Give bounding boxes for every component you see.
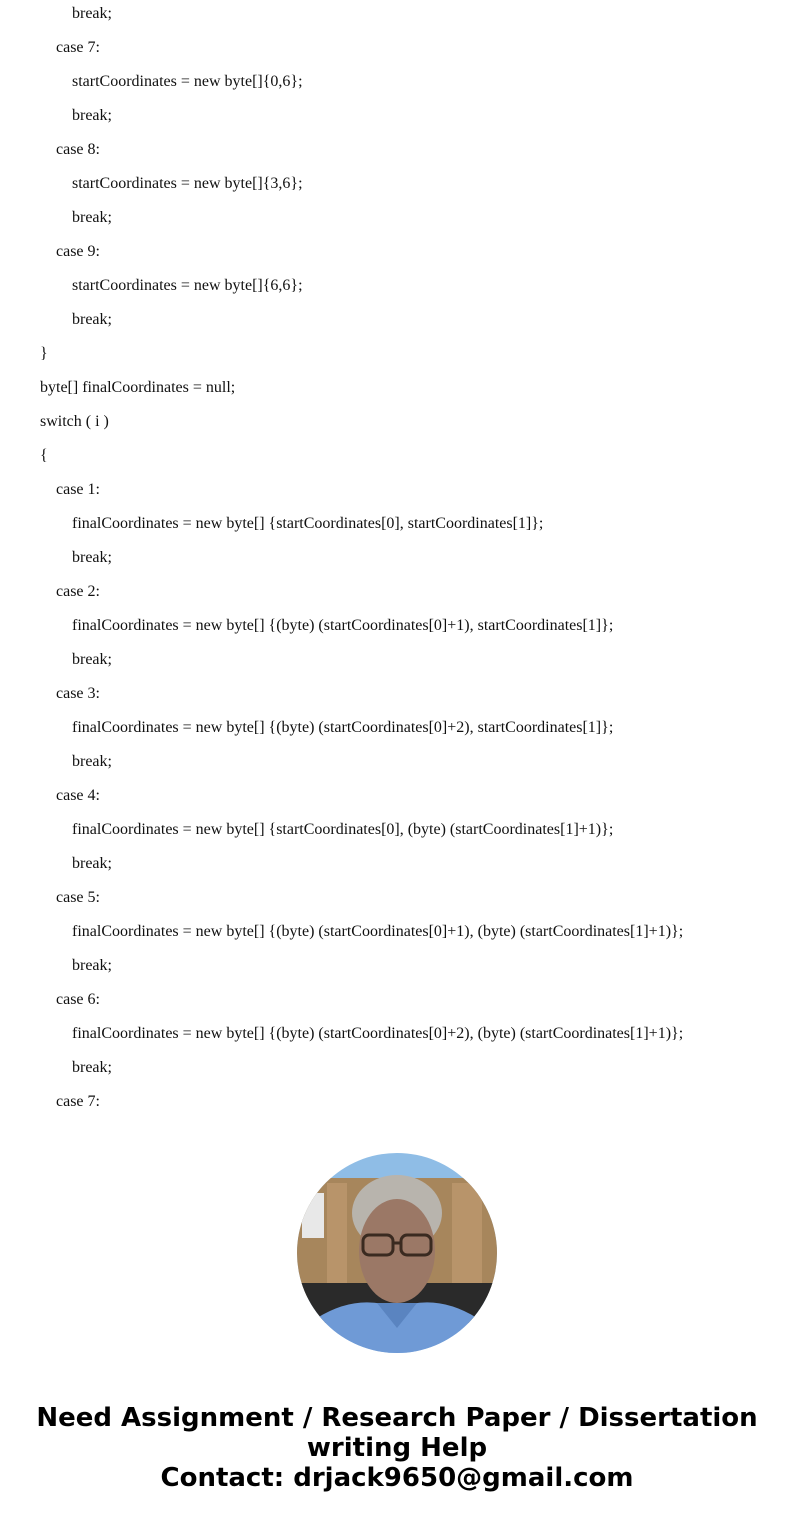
code-line: switch ( i ) (40, 413, 109, 430)
code-line: startCoordinates = new byte[]{0,6}; (72, 73, 303, 90)
contact-email-line: Contact: drjack9650@gmail.com (160, 1463, 634, 1493)
contact-banner (0, 1403, 794, 1493)
code-line: finalCoordinates = new byte[] {(byte) (startCoordinates[0]+1), startCoordinates[1]}; (72, 617, 614, 634)
code-line: case 7: (56, 1093, 100, 1110)
code-line: finalCoordinates = new byte[] {startCoordinates[0], startCoordinates[1]}; (72, 515, 544, 532)
code-line: case 9: (56, 243, 100, 260)
code-line: break; (72, 957, 112, 974)
code-line: break; (72, 209, 112, 226)
banner-line-1: Need Assignment / Research Paper / Dissertation (36, 1403, 758, 1433)
code-line: { (40, 447, 48, 464)
code-line: break; (72, 549, 112, 566)
code-line: break; (72, 651, 112, 668)
code-line: finalCoordinates = new byte[] {(byte) (startCoordinates[0]+2), (byte) (startCoordinates[1]+1)}; (72, 1025, 684, 1042)
code-line: finalCoordinates = new byte[] {startCoordinates[0], (byte) (startCoordinates[1]+1)}; (72, 821, 614, 838)
code-line: case 1: (56, 481, 100, 498)
code-line: byte[] finalCoordinates = null; (40, 379, 236, 396)
code-line: case 2: (56, 583, 100, 600)
code-line: finalCoordinates = new byte[] {(byte) (startCoordinates[0]+2), startCoordinates[1]}; (72, 719, 614, 736)
code-line: startCoordinates = new byte[]{6,6}; (72, 277, 303, 294)
code-line: break; (72, 1059, 112, 1076)
code-line: startCoordinates = new byte[]{3,6}; (72, 175, 303, 192)
code-line: break; (72, 5, 112, 22)
code-line: break; (72, 855, 112, 872)
code-line: case 7: (56, 39, 100, 56)
person-photo-icon (297, 1153, 497, 1353)
code-line: finalCoordinates = new byte[] {(byte) (startCoordinates[0]+1), (byte) (startCoordinates[1]+1)}; (72, 923, 684, 940)
code-line: } (40, 345, 48, 362)
code-line: case 3: (56, 685, 100, 702)
code-line: break; (72, 753, 112, 770)
author-avatar (297, 1153, 497, 1353)
code-line: case 4: (56, 787, 100, 804)
code-line: case 5: (56, 889, 100, 906)
code-line: break; (72, 311, 112, 328)
code-line: case 6: (56, 991, 100, 1008)
code-line: break; (72, 107, 112, 124)
code-line: case 8: (56, 141, 100, 158)
banner-line-2: writing Help (306, 1433, 488, 1463)
